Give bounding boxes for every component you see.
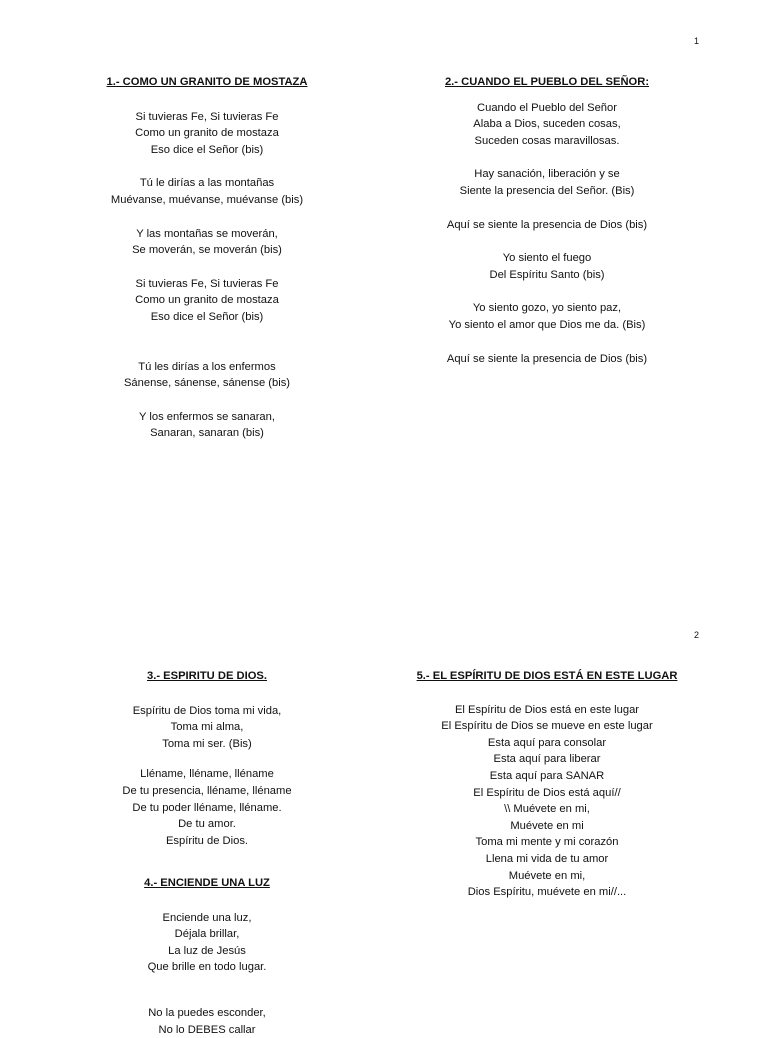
song-title: 3.- ESPIRITU DE DIOS. [147, 670, 267, 682]
lyric-line: Toma mi mente y mi corazón [475, 836, 619, 849]
lyric-line: La luz de Jesús [168, 944, 246, 957]
lyric-line: Aquí se siente la presencia de Dios (bis) [446, 218, 648, 231]
lyric-line: No la puedes esconder, [148, 1006, 266, 1019]
lyric-line: Muévete en mi [510, 819, 584, 832]
lyric-line: Que brille en todo lugar. [147, 961, 267, 974]
lyric-line: Del Espíritu Santo (bis) [489, 268, 605, 281]
lyric-line: Cuando el Pueblo del Señor [477, 101, 617, 114]
song-title: 1.- COMO UN GRANITO DE MOSTAZA [106, 76, 308, 88]
stanza [62, 910, 352, 976]
lyric-line: Sánense, sánense, sánense (bis) [123, 377, 291, 390]
lyric-line: Como un granito de mostaza [135, 127, 279, 140]
lyric-line: Eso dice el Señor (bis) [150, 310, 264, 323]
stanza [402, 702, 692, 901]
lyric-line: Yo siento el amor que Dios me da. (Bis) [448, 318, 646, 331]
stanza [62, 1005, 352, 1038]
lyric-line: De tu presencia, lléname, lléname [122, 784, 292, 797]
song-enciende-una-luz [62, 875, 352, 1038]
lyric-line: Tú le dirías a las montañas [139, 177, 275, 190]
lyric-line: Lléname, lléname, lléname [140, 768, 274, 781]
lyric-line: Esta aquí para consolar [487, 736, 607, 749]
stanza [402, 217, 692, 234]
lyric-line: No lo DEBES callar [158, 1023, 256, 1036]
stanza [62, 766, 352, 849]
lyric-line: Se moverán, se moverán (bis) [132, 244, 282, 257]
song-espiritu-de-dios [62, 668, 352, 849]
lyric-line: De tu poder lléname, lléname. [132, 801, 282, 814]
lyric-line: Si tuvieras Fe, Si tuvieras Fe [135, 110, 279, 123]
stanza [402, 100, 692, 150]
lyric-line: Sanaran, sanaran (bis) [150, 427, 264, 440]
lyric-line: Aquí se siente la presencia de Dios (bis) [446, 352, 648, 365]
stanza [62, 226, 352, 259]
page-number-2: 2 [694, 630, 700, 640]
stanza [62, 359, 352, 392]
lyric-line: Hay sanación, liberación y se [474, 168, 620, 181]
lyric-line: Como un granito de mostaza [135, 294, 279, 307]
lyric-line: Esta aquí para liberar [493, 753, 601, 766]
lyric-line: El Espíritu de Dios se mueve en este lugar [441, 720, 653, 733]
lyric-line: Eso dice el Señor (bis) [150, 143, 264, 156]
song-title: 2.- CUANDO EL PUEBLO DEL SEÑOR: [444, 76, 650, 88]
stanza [402, 351, 692, 368]
lyric-line: Espíritu de Dios. [165, 834, 249, 847]
lyric-line: De tu amor. [178, 818, 236, 831]
lyric-line: Alaba a Dios, suceden cosas, [473, 118, 621, 131]
lyric-line: Suceden cosas maravillosas. [474, 134, 620, 147]
lyric-line: Toma mi alma, [170, 721, 244, 734]
song-cuando-el-pueblo [402, 74, 692, 367]
song-title: 4.- ENCIENDE UNA LUZ [144, 877, 270, 889]
lyric-line: Yo siento el fuego [502, 252, 592, 265]
lyric-line: Si tuvieras Fe, Si tuvieras Fe [135, 277, 279, 290]
lyric-line: Muévete en mi, [508, 869, 586, 882]
lyric-line: Siente la presencia del Señor. (Bis) [459, 184, 635, 197]
lyric-line: Déjala brillar, [174, 928, 240, 941]
stanza [62, 703, 352, 753]
lyric-line: Y los enfermos se sanaran, [139, 410, 275, 423]
lyric-line: Tú les dirías a los enfermos [138, 360, 276, 373]
lyric-line: Dios Espíritu, muévete en mi//... [467, 886, 627, 899]
lyric-line: Y las montañas se moverán, [136, 227, 278, 240]
lyric-line: Enciende una luz, [162, 911, 252, 924]
stanza [62, 276, 352, 326]
lyric-line: Llena mi vida de tu amor [485, 852, 609, 865]
lyric-line: Espíritu de Dios toma mi vida, [132, 704, 282, 717]
stanza [62, 109, 352, 159]
lyric-line: Yo siento gozo, yo siento paz, [472, 302, 622, 315]
stanza [402, 250, 692, 283]
stanza [62, 175, 352, 208]
stanza [402, 166, 692, 199]
lyric-line: Muévanse, muévanse, muévanse (bis) [110, 193, 304, 206]
lyric-line: Toma mi ser. (Bis) [162, 737, 252, 750]
stanza [402, 300, 692, 333]
lyric-line: Esta aquí para SANAR [489, 769, 605, 782]
song-como-un-granito [62, 74, 352, 442]
lyric-line: El Espíritu de Dios está en este lugar [454, 703, 640, 716]
song-el-espiritu-de-dios-esta [402, 668, 692, 901]
stanza [62, 409, 352, 442]
page-number-1: 1 [694, 36, 700, 46]
song-title: 5.- EL ESPÍRITU DE DIOS ESTÁ EN ESTE LUGAR [416, 670, 678, 682]
lyric-line: El Espíritu de Dios está aquí// [473, 786, 621, 799]
lyric-line: \\ Muévete en mi, [504, 803, 590, 816]
